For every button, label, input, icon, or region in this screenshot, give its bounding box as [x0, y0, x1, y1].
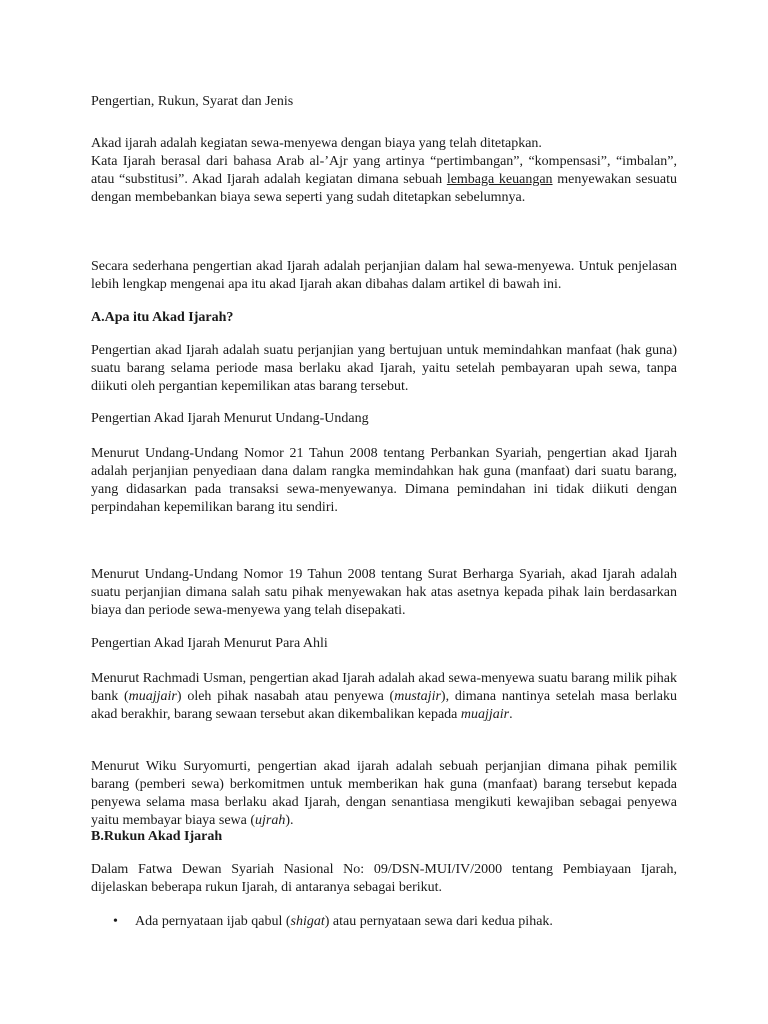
rachmadi-text-3: ), dimana nantinya setelah masa berlaku akad berakhir, barang sewaan tersebut akan dikembalikan kepada: [91, 689, 677, 722]
lembaga-keuangan-link[interactable]: lembaga keuangan: [446, 172, 553, 187]
definition-paragraph: Pengertian akad Ijarah adalah suatu perjanjian yang bertujuan untuk memindahkan manfaat (hak guna) suatu barang selama periode masa berlaku akad Ijarah, yaitu setelah pembayaran upah sewa, tanpa diikuti oleh pergantian kepemilikan atas barang tersebut.: [91, 343, 677, 394]
bullet-icon: •: [113, 914, 118, 929]
term-ujrah: ujrah: [255, 813, 286, 828]
fatwa-paragraph: Dalam Fatwa Dewan Syariah Nasional No: 09/DSN-MUI/IV/2000 tentang Pembiayaan Ijarah, dijelaskan beberapa rukun Ijarah, di antaranya sebagai berikut.: [91, 862, 677, 895]
rachmadi-text-2: ) oleh pihak nasabah atau penyewa (: [176, 689, 395, 704]
term-mustajir: mustajir: [394, 689, 441, 704]
intro-paragraph: Akad ijarah adalah kegiatan sewa-menyewa dengan biaya yang telah ditetapkan.: [91, 136, 542, 151]
uu-21-paragraph: Menurut Undang-Undang Nomor 21 Tahun 2008 tentang Perbankan Syariah, pengertian akad Ijarah adalah perjanjian penyediaan dana dalam rangka memindahkan hak guna (manfaat) dari suatu barang, yang didasarkan pada transaksi sewa-menyewanya. Dimana pemindahan ini tidak diikuti dengan perpindahan kepemilikan barang itu sendiri.: [91, 446, 677, 515]
wiku-text-2: ).: [285, 813, 294, 828]
subheading-undang-undang: Pengertian Akad Ijarah Menurut Undang-Undang: [91, 411, 369, 426]
document-title: Pengertian, Rukun, Syarat dan Jenis: [91, 94, 294, 109]
section-heading-a: A.Apa itu Akad Ijarah?: [91, 310, 234, 325]
list-item-text: [135, 913, 675, 931]
wiku-text-1: Menurut Wiku Suryomurti, pengertian akad ijarah adalah sebuah perjanjian dimana pihak pemilik barang (pemberi sewa) berkomitmen untuk memberikan hak guna (manfaat) barang tersebut kepada penyewa selama masa berlaku akad Ijarah, dengan senantiasa mengikuti kewajiban sebagai penyewa yaitu membayar biaya sewa (: [91, 759, 677, 828]
list-item-text-2: ) atau pernyataan sewa dari kedua pihak.: [324, 914, 553, 929]
list-item-text-1: Ada pernyataan ijab qabul (: [135, 914, 291, 929]
term-shigat: shigat: [290, 914, 325, 929]
etymology-text-end: menyewakan sesuatu dengan membebankan biaya sewa seperti yang sudah ditetapkan sebelumnya.: [91, 172, 677, 205]
rachmadi-text-1: Menurut Rachmadi Usman, pengertian akad Ijarah adalah akad sewa-menyewa suatu barang milik pihak bank (: [91, 671, 677, 704]
summary-paragraph: Secara sederhana pengertian akad Ijarah adalah perjanjian dalam hal sewa-menyewa. Untuk penjelasan lebih lengkap mengenai apa itu akad Ijarah akan dibahas dalam artikel di bawah ini.: [91, 259, 677, 292]
term-muajjair: muajjair: [128, 689, 177, 704]
subheading-para-ahli: Pengertian Akad Ijarah Menurut Para Ahli: [91, 636, 328, 651]
term-muajjair-2: muajjair: [460, 707, 510, 722]
section-heading-b: B.Rukun Akad Ijarah: [91, 829, 223, 844]
wiku-paragraph: [91, 758, 677, 830]
etymology-text: Kata Ijarah berasal dari bahasa Arab al-’Ajr yang artinya “pertimbangan”, “kompensasi”, “imbalan”, atau “substitusi”. Akad Ijarah adalah kegiatan dimana sebuah: [91, 154, 677, 187]
etymology-paragraph: [91, 153, 677, 207]
uu-19-paragraph: Menurut Undang-Undang Nomor 19 Tahun 2008 tentang Surat Berharga Syariah, akad Ijarah adalah suatu perjanjian dimana salah satu pihak menyewakan hak atas asetnya kepada pihak lain berdasarkan biaya dan periode sewa-menyewa yang telah disepakati.: [91, 567, 677, 618]
rachmadi-text-4: .: [509, 707, 513, 722]
rachmadi-paragraph: [91, 670, 677, 724]
